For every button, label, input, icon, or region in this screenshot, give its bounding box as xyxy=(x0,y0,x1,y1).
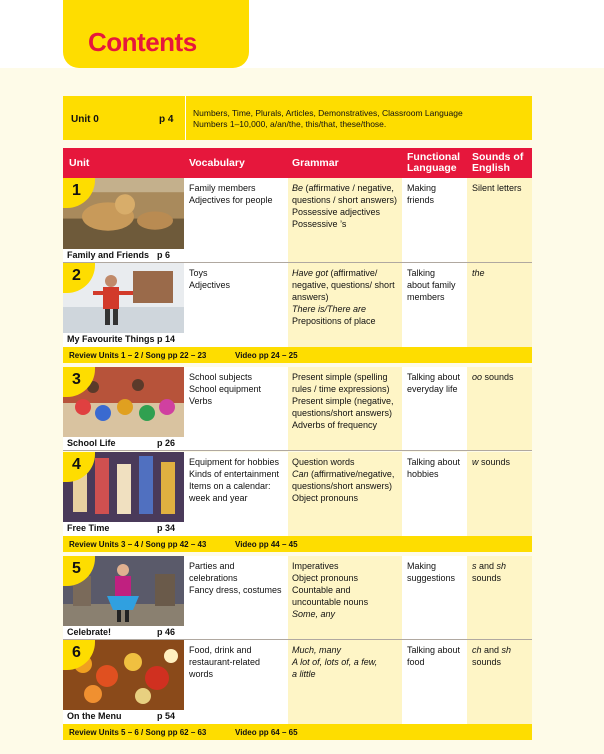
review-video: Video pp 24 – 25 xyxy=(235,351,298,360)
functional-item: Talking xyxy=(407,268,436,278)
vocabulary-item: Fancy dress, costumes xyxy=(189,585,282,595)
header-vocabulary: Vocabulary xyxy=(189,157,245,169)
vocabulary-cell xyxy=(189,371,286,407)
unit-0-topics xyxy=(193,108,523,130)
sounds-cell: w sounds xyxy=(472,457,511,467)
row-divider xyxy=(63,450,532,451)
sounds-cell: ch and sh sounds xyxy=(472,645,512,667)
unit-photo xyxy=(63,556,184,626)
sounds-cell: s and sh sounds xyxy=(472,561,507,583)
unit-row xyxy=(63,367,532,451)
unit-row xyxy=(63,263,532,347)
sounds-cell: Silent letters xyxy=(472,183,522,193)
functional-item: friends xyxy=(407,195,435,205)
vocabulary-item: School equipment xyxy=(189,384,262,394)
functional-item: hobbies xyxy=(407,469,439,479)
functional-item: Making xyxy=(407,183,437,193)
unit-0-line2: Numbers 1–10,000, a/an/the, this/that, these/those. xyxy=(193,119,387,129)
functional-cell xyxy=(407,644,465,668)
review-units: Review Units 5 – 6 / Song pp 62 – 63 xyxy=(69,728,207,737)
header-functional-2: Language xyxy=(407,162,457,174)
vocabulary-item: Adjectives for people xyxy=(189,195,273,205)
functional-item: Talking about xyxy=(407,457,461,467)
vocabulary-item: restaurant-related xyxy=(189,657,261,667)
functional-cell xyxy=(407,371,465,395)
functional-item: Talking about xyxy=(407,372,461,382)
vocabulary-item: Toys xyxy=(189,268,208,278)
unit-row xyxy=(63,556,532,640)
grammar-cell: Be (affirmative / negative, questions / short answers) Possessive adjectives Possessive ’s xyxy=(292,183,398,229)
review-units: Review Units 1 – 2 / Song pp 22 – 23 xyxy=(69,351,207,360)
table-header xyxy=(63,148,532,178)
vocabulary-item: School subjects xyxy=(189,372,253,382)
vocabulary-item: Kinds of entertainment xyxy=(189,469,280,479)
vocabulary-cell xyxy=(189,267,286,291)
unit-name: Family and Friends xyxy=(67,250,150,260)
vocabulary-item: Food, drink and xyxy=(189,645,252,655)
header-functional-1: Functional xyxy=(407,151,461,163)
vocabulary-item: Adjectives xyxy=(189,280,231,290)
review-bar xyxy=(63,724,532,740)
unit-number: 2 xyxy=(72,267,81,284)
unit-row xyxy=(63,178,532,263)
unit-page: p 54 xyxy=(157,711,176,721)
sounds-cell: oo sounds xyxy=(472,372,514,382)
grammar-cell: Imperatives Object pronouns Countable and uncountable nouns Some, any xyxy=(292,561,369,619)
grammar-cell: Much, many A lot of, lots of, a few, a little xyxy=(292,645,378,679)
unit-page: p 6 xyxy=(157,250,171,260)
functional-item: members xyxy=(407,292,445,302)
unit-0-row xyxy=(63,96,532,140)
unit-page: p 26 xyxy=(157,438,176,448)
unit-photo xyxy=(63,263,184,333)
unit-name: My Favourite Things xyxy=(67,334,155,344)
unit-photo xyxy=(63,452,184,522)
unit-number: 5 xyxy=(72,560,81,577)
header-unit: Unit xyxy=(69,157,90,169)
grammar-cell: Have got (affirmative/ negative, questions/ short answers) There is/There are Prepositions of place xyxy=(292,268,395,326)
vocabulary-item: Items on a calendar: xyxy=(189,481,271,491)
unit-name: School Life xyxy=(67,438,116,448)
unit-row xyxy=(63,452,532,536)
unit-number: 3 xyxy=(72,371,81,388)
vocabulary-cell xyxy=(189,456,286,504)
vocabulary-item: Family members xyxy=(189,183,256,193)
unit-0-divider xyxy=(185,96,186,140)
unit-number: 6 xyxy=(72,644,81,661)
functional-item: Talking about xyxy=(407,645,461,655)
review-bar xyxy=(63,347,532,363)
grammar-cell: Question words Can (affirmative/negative, questions/short answers) Object pronouns xyxy=(292,457,395,503)
functional-item: everyday life xyxy=(407,384,458,394)
unit-photo xyxy=(63,178,184,249)
vocabulary-item: words xyxy=(189,669,214,679)
vocabulary-item: celebrations xyxy=(189,573,238,583)
vocabulary-cell xyxy=(189,644,286,680)
unit-photo xyxy=(63,367,184,437)
unit-number: 4 xyxy=(72,456,81,473)
unit-page: p 14 xyxy=(157,334,176,344)
unit-name: Celebrate! xyxy=(67,627,112,637)
review-units: Review Units 3 – 4 / Song pp 42 – 43 xyxy=(69,540,207,549)
vocabulary-cell xyxy=(189,560,286,596)
unit-name: Free Time xyxy=(67,523,110,533)
functional-cell xyxy=(407,456,465,480)
page-title: Contents xyxy=(88,27,197,57)
header-sounds-1: Sounds of xyxy=(472,151,524,163)
unit-0-page: p 4 xyxy=(159,114,174,125)
review-video: Video pp 44 – 45 xyxy=(235,540,298,549)
review-bar xyxy=(63,536,532,552)
vocabulary-item: Verbs xyxy=(189,396,213,406)
unit-page: p 46 xyxy=(157,627,176,637)
functional-item: food xyxy=(407,657,425,667)
grammar-cell: Present simple (spelling rules / time expressions) Present simple (negative, questions/short answers) Adverbs of frequency xyxy=(292,372,394,430)
unit-0-label: Unit 0 xyxy=(71,114,99,125)
vocabulary-item: Parties and xyxy=(189,561,235,571)
vocabulary-cell xyxy=(189,182,286,206)
header-sounds-2: English xyxy=(472,162,510,174)
header-grammar: Grammar xyxy=(292,157,339,169)
unit-number: 1 xyxy=(72,182,81,199)
unit-photo xyxy=(63,640,184,710)
review-video: Video pp 64 – 65 xyxy=(235,728,298,737)
unit-page: p 34 xyxy=(157,523,176,533)
vocabulary-item: week and year xyxy=(189,493,248,503)
vocabulary-item: Equipment for hobbies xyxy=(189,457,280,467)
functional-item: about family xyxy=(407,280,456,290)
functional-item: Making xyxy=(407,561,437,571)
functional-cell xyxy=(407,267,465,303)
functional-cell xyxy=(407,560,465,584)
unit-0-line1: Numbers, Time, Plurals, Articles, Demonstratives, Classroom Language xyxy=(193,108,463,118)
functional-cell xyxy=(407,182,465,206)
functional-item: suggestions xyxy=(407,573,456,583)
unit-row xyxy=(63,640,532,724)
sounds-cell: the xyxy=(472,268,485,278)
unit-name: On the Menu xyxy=(67,711,122,721)
